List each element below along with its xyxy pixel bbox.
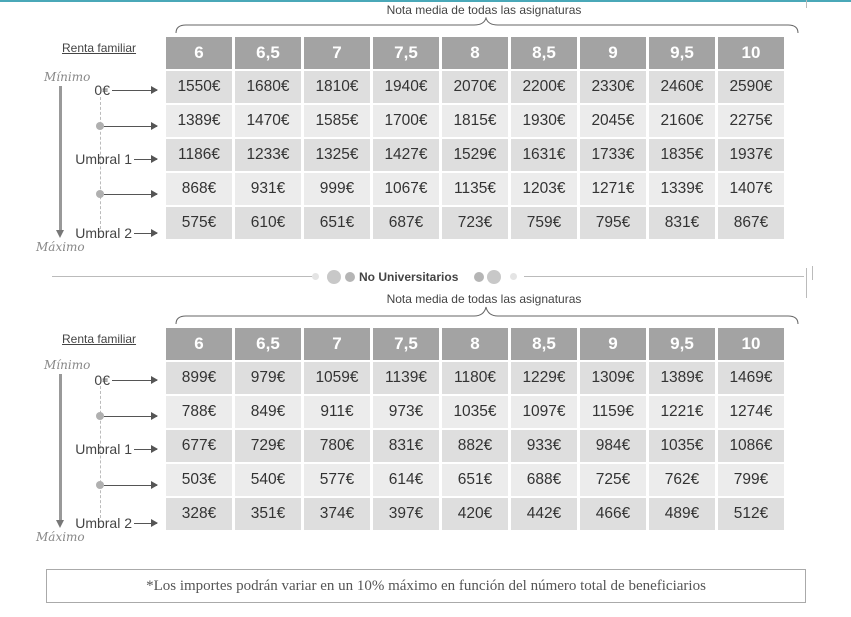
brace-label-1: Nota media de todas las asignaturas <box>386 3 582 17</box>
brace-2 <box>174 306 802 326</box>
value-cell: 1470€ <box>235 105 301 137</box>
header-cell: 8,5 <box>511 37 577 69</box>
value-cell: 688€ <box>511 464 577 496</box>
value-cell: 489€ <box>649 498 715 530</box>
value-cell: 1550€ <box>166 71 232 103</box>
row-arrow-1c <box>134 159 157 160</box>
value-cell: 729€ <box>235 430 301 462</box>
value-cell: 1389€ <box>649 362 715 394</box>
table-row <box>166 464 784 496</box>
row-dot-2b <box>96 412 104 420</box>
value-cell: 882€ <box>442 430 508 462</box>
value-cell: 899€ <box>166 362 232 394</box>
row-label-umbral1-1: Umbral 1 <box>75 151 132 167</box>
value-cell: 795€ <box>580 207 646 239</box>
footnote: *Los importes podrán variar en un 10% máximo en función del número total de beneficiarios <box>46 569 806 603</box>
table-row <box>166 139 784 171</box>
value-cell: 1339€ <box>649 173 715 205</box>
divider-dot <box>487 270 501 284</box>
value-cell: 2330€ <box>580 71 646 103</box>
value-cell: 677€ <box>166 430 232 462</box>
right-separator-top <box>806 0 807 8</box>
divider-dot <box>510 273 517 280</box>
table-row <box>166 105 784 137</box>
value-cell: 1810€ <box>304 71 370 103</box>
header-cell: 6,5 <box>235 37 301 69</box>
value-cell: 1469€ <box>718 362 784 394</box>
value-cell: 1097€ <box>511 396 577 428</box>
value-cell: 397€ <box>373 498 439 530</box>
brace-label-2: Nota media de todas las asignaturas <box>386 292 582 306</box>
header-cell: 7 <box>304 37 370 69</box>
value-cell: 351€ <box>235 498 301 530</box>
section-divider-right <box>524 276 804 277</box>
value-cell: 577€ <box>304 464 370 496</box>
value-cell: 1529€ <box>442 139 508 171</box>
header-cell: 9 <box>580 37 646 69</box>
value-cell: 849€ <box>235 396 301 428</box>
value-cell: 575€ <box>166 207 232 239</box>
scale-max-label-1: Máximo <box>36 240 85 254</box>
value-cell: 651€ <box>442 464 508 496</box>
brace-1 <box>174 17 802 35</box>
header-cell: 9,5 <box>649 37 715 69</box>
value-cell: 984€ <box>580 430 646 462</box>
value-cell: 1274€ <box>718 396 784 428</box>
scale-min-label-1: Mínimo <box>44 70 91 84</box>
value-cell: 466€ <box>580 498 646 530</box>
divider-dot <box>327 270 341 284</box>
table-row <box>166 173 784 205</box>
value-cell: 868€ <box>166 173 232 205</box>
value-cell: 1059€ <box>304 362 370 394</box>
header-row <box>166 328 784 360</box>
header-cell: 6 <box>166 37 232 69</box>
right-separator-mid2 <box>812 266 813 280</box>
scale-max-label-2: Máximo <box>36 530 85 544</box>
row-dot-1b <box>96 122 104 130</box>
row-label-0euro-1: 0€ <box>94 82 110 98</box>
value-cell: 1940€ <box>373 71 439 103</box>
value-cell: 1700€ <box>373 105 439 137</box>
section-divider-left <box>52 276 312 277</box>
value-cell: 725€ <box>580 464 646 496</box>
value-cell: 788€ <box>166 396 232 428</box>
row-dot-2d <box>96 481 104 489</box>
renta-familiar-label-2: Renta familiar <box>62 332 137 346</box>
value-cell: 762€ <box>649 464 715 496</box>
value-cell: 831€ <box>373 430 439 462</box>
table-row <box>166 396 784 428</box>
divider-dot <box>345 272 355 282</box>
header-cell: 10 <box>718 37 784 69</box>
value-cell: 831€ <box>649 207 715 239</box>
header-cell: 8,5 <box>511 328 577 360</box>
header-cell: 7,5 <box>373 37 439 69</box>
row-arrow-2c <box>134 449 157 450</box>
top-accent-line <box>0 0 851 2</box>
value-cell: 1733€ <box>580 139 646 171</box>
value-cell: 512€ <box>718 498 784 530</box>
value-cell: 799€ <box>718 464 784 496</box>
value-cell: 973€ <box>373 396 439 428</box>
value-cell: 1067€ <box>373 173 439 205</box>
value-cell: 1815€ <box>442 105 508 137</box>
value-cell: 1135€ <box>442 173 508 205</box>
value-cell: 1835€ <box>649 139 715 171</box>
row-arrow-1e <box>134 233 157 234</box>
value-cell: 979€ <box>235 362 301 394</box>
value-cell: 540€ <box>235 464 301 496</box>
value-cell: 1631€ <box>511 139 577 171</box>
row-dot-1d <box>96 190 104 198</box>
value-cell: 931€ <box>235 173 301 205</box>
value-cell: 1180€ <box>442 362 508 394</box>
row-arrow-2e <box>134 523 157 524</box>
value-cell: 867€ <box>718 207 784 239</box>
value-cell: 1203€ <box>511 173 577 205</box>
value-cell: 614€ <box>373 464 439 496</box>
table-row <box>166 71 784 103</box>
value-cell: 1937€ <box>718 139 784 171</box>
value-cell: 780€ <box>304 430 370 462</box>
header-cell: 6,5 <box>235 328 301 360</box>
value-cell: 328€ <box>166 498 232 530</box>
value-cell: 1271€ <box>580 173 646 205</box>
value-cell: 723€ <box>442 207 508 239</box>
value-cell: 2045€ <box>580 105 646 137</box>
value-cell: 1159€ <box>580 396 646 428</box>
value-cell: 503€ <box>166 464 232 496</box>
value-cell: 687€ <box>373 207 439 239</box>
value-cell: 911€ <box>304 396 370 428</box>
value-cell: 759€ <box>511 207 577 239</box>
row-label-umbral1-2: Umbral 1 <box>75 441 132 457</box>
table-row <box>166 498 784 530</box>
value-cell: 420€ <box>442 498 508 530</box>
value-cell: 1680€ <box>235 71 301 103</box>
row-label-umbral2-2: Umbral 2 <box>75 515 132 531</box>
value-cell: 1086€ <box>718 430 784 462</box>
right-separator-mid <box>806 268 807 298</box>
header-row <box>166 37 784 69</box>
header-cell: 7 <box>304 328 370 360</box>
row-label-umbral2-1: Umbral 2 <box>75 225 132 241</box>
value-cell: 999€ <box>304 173 370 205</box>
value-cell: 1407€ <box>718 173 784 205</box>
value-cell: 610€ <box>235 207 301 239</box>
value-cell: 374€ <box>304 498 370 530</box>
header-cell: 9 <box>580 328 646 360</box>
value-cell: 1221€ <box>649 396 715 428</box>
row-arrow-2d <box>104 485 157 486</box>
value-cell: 2460€ <box>649 71 715 103</box>
scale-min-label-2: Mínimo <box>44 358 91 372</box>
grant-table-no-universitarios <box>163 326 787 532</box>
table-row <box>166 430 784 462</box>
value-cell: 1035€ <box>442 396 508 428</box>
value-cell: 2200€ <box>511 71 577 103</box>
value-cell: 1930€ <box>511 105 577 137</box>
value-cell: 1389€ <box>166 105 232 137</box>
value-cell: 1035€ <box>649 430 715 462</box>
value-cell: 2160€ <box>649 105 715 137</box>
header-cell: 9,5 <box>649 328 715 360</box>
table-row <box>166 207 784 239</box>
header-cell: 8 <box>442 37 508 69</box>
table-row <box>166 362 784 394</box>
value-cell: 651€ <box>304 207 370 239</box>
value-cell: 1233€ <box>235 139 301 171</box>
value-cell: 1325€ <box>304 139 370 171</box>
row-label-0euro-2: 0€ <box>94 372 110 388</box>
row-arrow-2b <box>104 416 157 417</box>
value-cell: 2590€ <box>718 71 784 103</box>
header-cell: 8 <box>442 328 508 360</box>
value-cell: 2275€ <box>718 105 784 137</box>
row-arrow-2a <box>112 380 157 381</box>
renta-familiar-label-1: Renta familiar <box>62 41 137 55</box>
value-cell: 1427€ <box>373 139 439 171</box>
row-arrow-1b <box>104 126 157 127</box>
value-cell: 1229€ <box>511 362 577 394</box>
header-cell: 6 <box>166 328 232 360</box>
divider-dot <box>312 273 319 280</box>
value-cell: 2070€ <box>442 71 508 103</box>
row-arrow-1a <box>112 90 157 91</box>
grant-table-universitarios <box>163 35 787 241</box>
value-cell: 1309€ <box>580 362 646 394</box>
header-cell: 10 <box>718 328 784 360</box>
header-cell: 7,5 <box>373 328 439 360</box>
value-cell: 442€ <box>511 498 577 530</box>
divider-dot <box>474 272 484 282</box>
value-cell: 933€ <box>511 430 577 462</box>
value-cell: 1585€ <box>304 105 370 137</box>
value-cell: 1139€ <box>373 362 439 394</box>
row-arrow-1d <box>104 194 157 195</box>
section-title-no-universitarios: No Universitarios <box>359 270 459 284</box>
value-cell: 1186€ <box>166 139 232 171</box>
